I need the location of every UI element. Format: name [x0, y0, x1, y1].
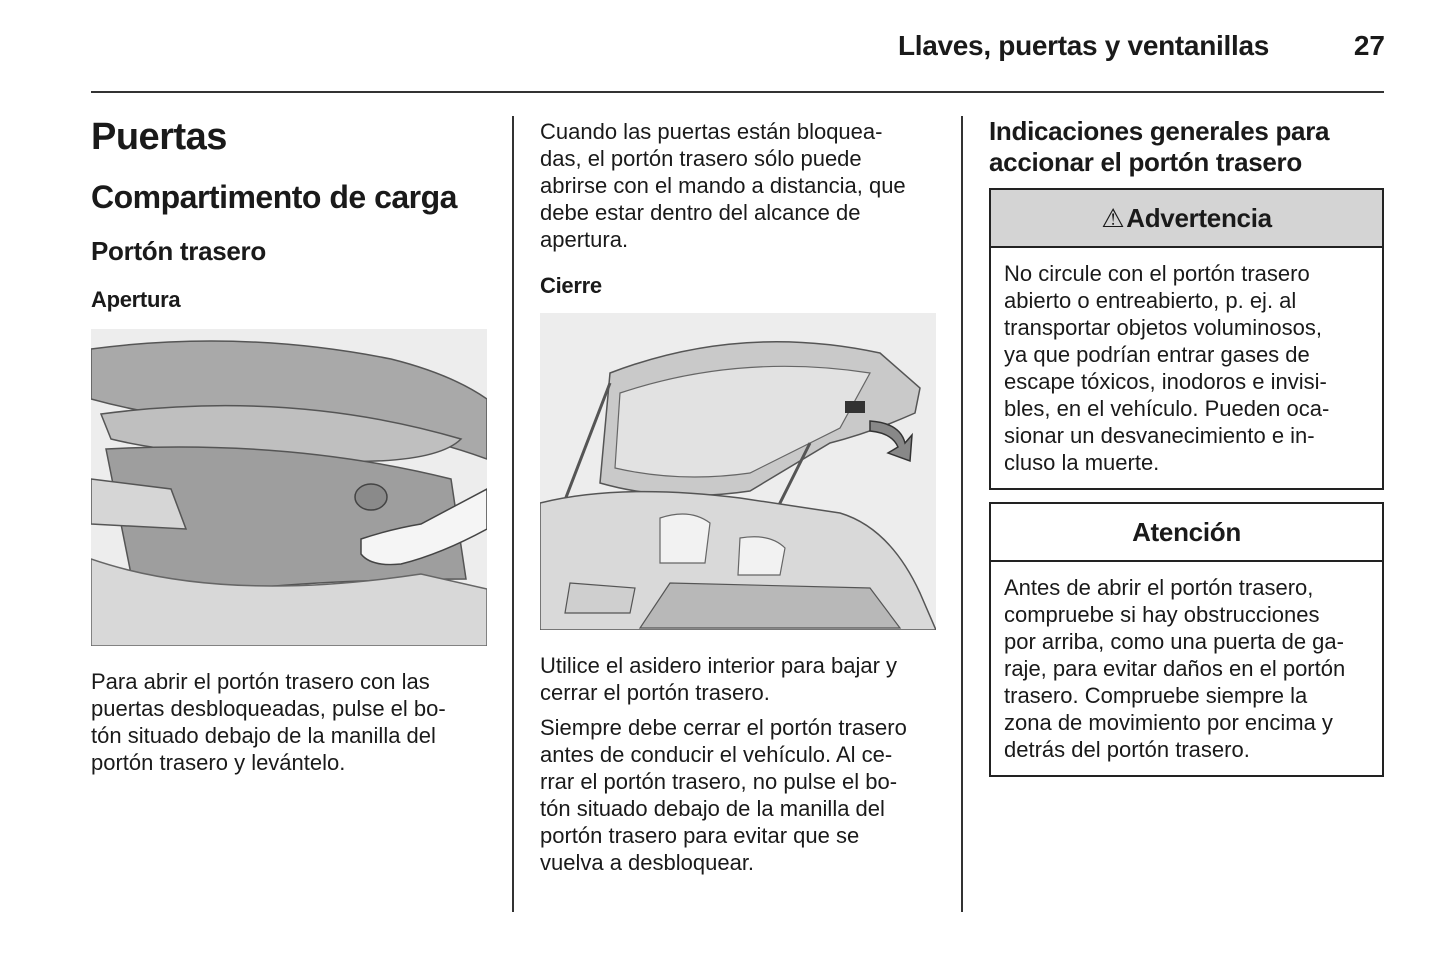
column-1 [91, 110, 491, 776]
column-3 [989, 110, 1384, 777]
warning-title: Advertencia [1126, 202, 1272, 233]
column-divider-2 [961, 116, 963, 912]
closing-instructions: Utilice el asidero interior para bajar y cerrar el portón trasero. [540, 653, 898, 705]
caution-text: Antes de abrir el portón trasero, compruebe si hay obstrucciones por arriba, como una puerta de ga- raje, para evitar daños en el portón trasero. Compruebe siempre la zona de movimiento por encima y detrás del portón trasero. [1004, 575, 1346, 762]
column-divider-1 [512, 116, 514, 912]
tailgate-closing-illustration [540, 313, 936, 630]
warning-text: No circule con el portón trasero abierto o entreabierto, p. ej. al transportar objetos voluminosos, ya que podrían entrar gases de escape tóxicos, inodoros e invisi- bles, en el vehículo. Pueden oca- sionar un desvanecimiento e in- cluso la muerte. [1004, 261, 1330, 475]
caution-header: Atención [991, 504, 1382, 562]
locked-doors-note: Cuando las puertas están bloquea- das, el portón trasero sólo puede abrirse con el mando a distancia, que debe estar dentro del alcance de apertura. [540, 119, 906, 252]
section-title: Puertas [91, 116, 227, 158]
subtopic-apertura: Apertura [91, 287, 181, 312]
warning-header [991, 190, 1382, 248]
topic-title: Portón trasero [91, 236, 266, 266]
header-rule [91, 91, 1384, 93]
page-number: 27 [1353, 30, 1385, 61]
running-header-title: Llaves, puertas y ventanillas [897, 30, 1269, 61]
warning-box [989, 188, 1384, 490]
caution-box [989, 502, 1384, 777]
opening-instructions: Para abrir el portón trasero con las puertas desbloqueadas, pulse el bo- tón situado debajo de la manilla del portón trasero y levántelo. [91, 669, 446, 775]
subsection-title: Compartimento de carga [91, 179, 457, 215]
tailgate-opening-illustration [91, 329, 487, 646]
column-2 [540, 110, 940, 876]
general-instructions-heading: Indicaciones generales para accionar el portón trasero [989, 116, 1330, 177]
subtopic-cierre: Cierre [540, 273, 602, 298]
closing-warning-paragraph: Siempre debe cerrar el portón trasero antes de conducir el vehículo. Al ce- rrar el portón trasero, no pulse el bo- tón situado debajo de la manilla del portón trasero para evitar que se vuelva a desbloquear. [540, 715, 907, 875]
warning-triangle-icon: ⚠ [1101, 202, 1125, 233]
